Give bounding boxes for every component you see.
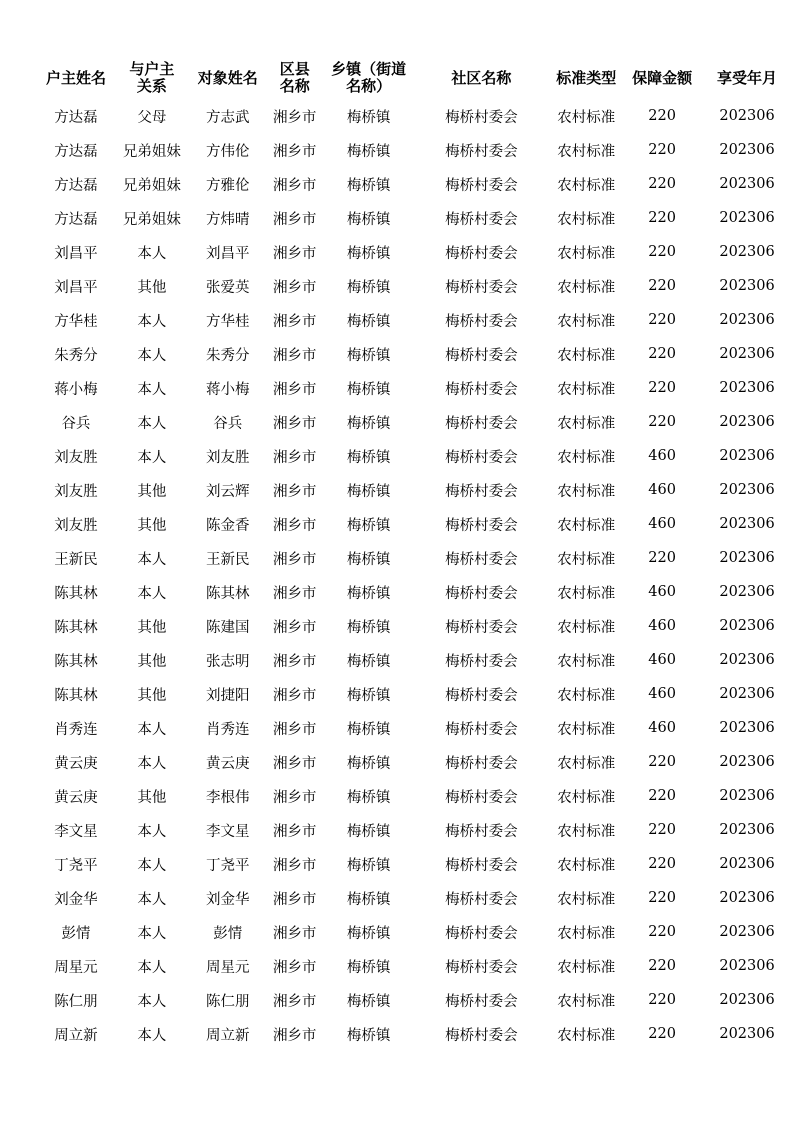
standard-type-cell: 农村标准 — [557, 653, 616, 670]
amount-cell: 460 — [648, 448, 676, 464]
amount-cell: 220 — [648, 142, 676, 158]
community-cell: 梅桥村委会 — [445, 415, 518, 432]
recipient-name-cell: 刘云辉 — [206, 483, 250, 500]
county-cell: 湘乡市 — [272, 687, 317, 704]
period-cell: 202306 — [719, 142, 775, 158]
amount-cell: 220 — [648, 312, 676, 328]
community-cell: 梅桥村委会 — [445, 381, 518, 398]
period-cell: 202306 — [719, 482, 775, 498]
standard-type-cell: 农村标准 — [557, 279, 616, 296]
relation-cell: 父母 — [137, 109, 167, 126]
table-row — [38, 949, 793, 983]
standard-type-cell: 农村标准 — [557, 211, 616, 228]
household-head-cell: 方达磊 — [54, 143, 98, 160]
township-cell: 梅桥镇 — [346, 585, 391, 602]
household-head-cell: 刘友胜 — [54, 449, 98, 466]
county-cell: 湘乡市 — [272, 619, 317, 636]
standard-type-cell: 农村标准 — [557, 381, 616, 398]
standard-type-cell: 农村标准 — [557, 483, 616, 500]
amount-cell: 460 — [648, 720, 676, 736]
relation-cell: 本人 — [137, 721, 167, 738]
standard-type-cell: 农村标准 — [557, 415, 616, 432]
household-head-cell: 方华桂 — [54, 313, 98, 330]
relation-cell: 其他 — [137, 653, 167, 670]
recipient-name-cell: 朱秀分 — [206, 347, 250, 364]
amount-cell: 460 — [648, 516, 676, 532]
community-cell: 梅桥村委会 — [445, 925, 518, 942]
header-cell: 乡镇（街道 名称） — [331, 60, 407, 95]
table-row — [38, 677, 793, 711]
standard-type-cell: 农村标准 — [557, 551, 616, 568]
table-row — [38, 881, 793, 915]
relation-cell: 本人 — [137, 449, 167, 466]
household-head-cell: 刘昌平 — [54, 279, 98, 296]
recipient-name-cell: 彭情 — [213, 925, 243, 942]
community-cell: 梅桥村委会 — [445, 619, 518, 636]
township-cell: 梅桥镇 — [346, 279, 391, 296]
table-row — [38, 235, 793, 269]
standard-type-cell: 农村标准 — [557, 721, 616, 738]
recipient-name-cell: 刘昌平 — [206, 245, 250, 262]
standard-type-cell: 农村标准 — [557, 687, 616, 704]
period-cell: 202306 — [719, 686, 775, 702]
amount-cell: 460 — [648, 652, 676, 668]
community-cell: 梅桥村委会 — [445, 959, 518, 976]
recipient-name-cell: 李根伟 — [206, 789, 250, 806]
amount-cell: 220 — [648, 108, 676, 124]
county-cell: 湘乡市 — [272, 925, 317, 942]
county-cell: 湘乡市 — [272, 891, 317, 908]
household-head-cell: 丁尧平 — [54, 857, 98, 874]
table-row — [38, 99, 793, 133]
recipient-name-cell: 蒋小梅 — [206, 381, 250, 398]
amount-cell: 220 — [648, 856, 676, 872]
period-cell: 202306 — [719, 720, 775, 736]
header-cell: 区县 名称 — [279, 60, 310, 95]
amount-cell: 460 — [648, 618, 676, 634]
household-head-cell: 黄云庚 — [54, 789, 98, 806]
header-cell: 标准类型 — [556, 68, 617, 87]
standard-type-cell: 农村标准 — [557, 517, 616, 534]
period-cell: 202306 — [719, 278, 775, 294]
relation-cell: 其他 — [137, 279, 167, 296]
table-row — [38, 847, 793, 881]
recipient-name-cell: 黄云庚 — [206, 755, 250, 772]
township-cell: 梅桥镇 — [346, 109, 391, 126]
township-cell: 梅桥镇 — [346, 823, 391, 840]
county-cell: 湘乡市 — [272, 109, 317, 126]
household-head-cell: 蒋小梅 — [54, 381, 98, 398]
township-cell: 梅桥镇 — [346, 483, 391, 500]
household-head-cell: 李文星 — [54, 823, 98, 840]
household-head-cell: 谷兵 — [61, 415, 91, 432]
header-cell: 社区名称 — [451, 68, 512, 87]
relation-cell: 本人 — [137, 891, 167, 908]
community-cell: 梅桥村委会 — [445, 653, 518, 670]
recipient-name-cell: 周立新 — [206, 1027, 250, 1044]
table-row — [38, 269, 793, 303]
household-head-cell: 周星元 — [54, 959, 98, 976]
township-cell: 梅桥镇 — [346, 381, 391, 398]
county-cell: 湘乡市 — [272, 823, 317, 840]
table-row — [38, 337, 793, 371]
township-cell: 梅桥镇 — [346, 347, 391, 364]
household-head-cell: 刘友胜 — [54, 483, 98, 500]
community-cell: 梅桥村委会 — [445, 551, 518, 568]
county-cell: 湘乡市 — [272, 245, 317, 262]
table-row — [38, 609, 793, 643]
table-row — [38, 133, 793, 167]
county-cell: 湘乡市 — [272, 143, 317, 160]
community-cell: 梅桥村委会 — [445, 211, 518, 228]
relation-cell: 其他 — [137, 687, 167, 704]
relation-cell: 本人 — [137, 993, 167, 1010]
relation-cell: 本人 — [137, 313, 167, 330]
table-row — [38, 405, 793, 439]
table-row — [38, 507, 793, 541]
township-cell: 梅桥镇 — [346, 687, 391, 704]
period-cell: 202306 — [719, 754, 775, 770]
township-cell: 梅桥镇 — [346, 517, 391, 534]
period-cell: 202306 — [719, 924, 775, 940]
period-cell: 202306 — [719, 584, 775, 600]
relation-cell: 兄弟姐妹 — [122, 211, 181, 228]
relation-cell: 本人 — [137, 381, 167, 398]
table-row — [38, 1017, 793, 1051]
county-cell: 湘乡市 — [272, 857, 317, 874]
relation-cell: 本人 — [137, 1027, 167, 1044]
amount-cell: 220 — [648, 890, 676, 906]
standard-type-cell: 农村标准 — [557, 143, 616, 160]
household-head-cell: 方达磊 — [54, 109, 98, 126]
table-row — [38, 779, 793, 813]
standard-type-cell: 农村标准 — [557, 823, 616, 840]
period-cell: 202306 — [719, 380, 775, 396]
period-cell: 202306 — [719, 346, 775, 362]
standard-type-cell: 农村标准 — [557, 619, 616, 636]
county-cell: 湘乡市 — [272, 347, 317, 364]
amount-cell: 220 — [648, 754, 676, 770]
period-cell: 202306 — [719, 856, 775, 872]
township-cell: 梅桥镇 — [346, 551, 391, 568]
community-cell: 梅桥村委会 — [445, 721, 518, 738]
community-cell: 梅桥村委会 — [445, 687, 518, 704]
community-cell: 梅桥村委会 — [445, 789, 518, 806]
recipient-name-cell: 方志武 — [206, 109, 250, 126]
recipient-name-cell: 丁尧平 — [206, 857, 250, 874]
table-row — [38, 983, 793, 1017]
county-cell: 湘乡市 — [272, 177, 317, 194]
standard-type-cell: 农村标准 — [557, 755, 616, 772]
period-cell: 202306 — [719, 1026, 775, 1042]
relation-cell: 本人 — [137, 823, 167, 840]
header-cell: 户主姓名 — [45, 68, 106, 87]
standard-type-cell: 农村标准 — [557, 449, 616, 466]
county-cell: 湘乡市 — [272, 483, 317, 500]
period-cell: 202306 — [719, 788, 775, 804]
community-cell: 梅桥村委会 — [445, 279, 518, 296]
table-row — [38, 915, 793, 949]
table-row — [38, 813, 793, 847]
community-cell: 梅桥村委会 — [445, 143, 518, 160]
county-cell: 湘乡市 — [272, 415, 317, 432]
standard-type-cell: 农村标准 — [557, 891, 616, 908]
household-head-cell: 王新民 — [54, 551, 98, 568]
county-cell: 湘乡市 — [272, 789, 317, 806]
township-cell: 梅桥镇 — [346, 891, 391, 908]
community-cell: 梅桥村委会 — [445, 1027, 518, 1044]
community-cell: 梅桥村委会 — [445, 483, 518, 500]
county-cell: 湘乡市 — [272, 585, 317, 602]
recipient-name-cell: 陈金香 — [206, 517, 250, 534]
household-head-cell: 周立新 — [54, 1027, 98, 1044]
table-row — [38, 745, 793, 779]
standard-type-cell: 农村标准 — [557, 313, 616, 330]
recipient-name-cell: 陈其林 — [206, 585, 250, 602]
township-cell: 梅桥镇 — [346, 721, 391, 738]
amount-cell: 220 — [648, 958, 676, 974]
table-row — [38, 473, 793, 507]
recipient-name-cell: 刘捷阳 — [206, 687, 250, 704]
standard-type-cell: 农村标准 — [557, 959, 616, 976]
relation-cell: 兄弟姐妹 — [122, 177, 181, 194]
amount-cell: 220 — [648, 380, 676, 396]
township-cell: 梅桥镇 — [346, 177, 391, 194]
household-head-cell: 陈其林 — [54, 687, 98, 704]
township-cell: 梅桥镇 — [346, 1027, 391, 1044]
header-cell: 保障金额 — [632, 68, 693, 87]
period-cell: 202306 — [719, 210, 775, 226]
assistance-table — [38, 57, 793, 1051]
recipient-name-cell: 张爱英 — [206, 279, 250, 296]
community-cell: 梅桥村委会 — [445, 449, 518, 466]
county-cell: 湘乡市 — [272, 279, 317, 296]
standard-type-cell: 农村标准 — [557, 925, 616, 942]
table-row — [38, 371, 793, 405]
amount-cell: 220 — [648, 992, 676, 1008]
household-head-cell: 肖秀连 — [54, 721, 98, 738]
relation-cell: 本人 — [137, 755, 167, 772]
header-cell: 与户主 关系 — [129, 60, 175, 95]
period-cell: 202306 — [719, 992, 775, 1008]
table-row — [38, 643, 793, 677]
relation-cell: 本人 — [137, 857, 167, 874]
recipient-name-cell: 方雅伦 — [206, 177, 250, 194]
household-head-cell: 朱秀分 — [54, 347, 98, 364]
community-cell: 梅桥村委会 — [445, 517, 518, 534]
amount-cell: 220 — [648, 210, 676, 226]
standard-type-cell: 农村标准 — [557, 789, 616, 806]
household-head-cell: 方达磊 — [54, 177, 98, 194]
recipient-name-cell: 刘友胜 — [206, 449, 250, 466]
header-cell: 对象姓名 — [197, 68, 258, 87]
table-row — [38, 303, 793, 337]
household-head-cell: 陈其林 — [54, 619, 98, 636]
amount-cell: 220 — [648, 244, 676, 260]
amount-cell: 220 — [648, 176, 676, 192]
table-row — [38, 711, 793, 745]
period-cell: 202306 — [719, 108, 775, 124]
county-cell: 湘乡市 — [272, 551, 317, 568]
table-row — [38, 541, 793, 575]
recipient-name-cell: 方炜晴 — [206, 211, 250, 228]
period-cell: 202306 — [719, 176, 775, 192]
community-cell: 梅桥村委会 — [445, 177, 518, 194]
recipient-name-cell: 李文星 — [206, 823, 250, 840]
township-cell: 梅桥镇 — [346, 653, 391, 670]
household-head-cell: 刘金华 — [54, 891, 98, 908]
table-row — [38, 167, 793, 201]
county-cell: 湘乡市 — [272, 959, 317, 976]
township-cell: 梅桥镇 — [346, 993, 391, 1010]
relation-cell: 本人 — [137, 959, 167, 976]
standard-type-cell: 农村标准 — [557, 177, 616, 194]
township-cell: 梅桥镇 — [346, 789, 391, 806]
table-body — [38, 99, 793, 1051]
amount-cell: 220 — [648, 924, 676, 940]
period-cell: 202306 — [719, 958, 775, 974]
standard-type-cell: 农村标准 — [557, 585, 616, 602]
amount-cell: 220 — [648, 822, 676, 838]
recipient-name-cell: 周星元 — [206, 959, 250, 976]
relation-cell: 本人 — [137, 245, 167, 262]
table-row — [38, 201, 793, 235]
community-cell: 梅桥村委会 — [445, 823, 518, 840]
period-cell: 202306 — [719, 516, 775, 532]
amount-cell: 220 — [648, 550, 676, 566]
standard-type-cell: 农村标准 — [557, 857, 616, 874]
household-head-cell: 彭情 — [61, 925, 91, 942]
standard-type-cell: 农村标准 — [557, 347, 616, 364]
community-cell: 梅桥村委会 — [445, 585, 518, 602]
relation-cell: 本人 — [137, 585, 167, 602]
township-cell: 梅桥镇 — [346, 959, 391, 976]
recipient-name-cell: 陈建国 — [206, 619, 250, 636]
county-cell: 湘乡市 — [272, 1027, 317, 1044]
township-cell: 梅桥镇 — [346, 925, 391, 942]
community-cell: 梅桥村委会 — [445, 755, 518, 772]
community-cell: 梅桥村委会 — [445, 857, 518, 874]
township-cell: 梅桥镇 — [346, 415, 391, 432]
household-head-cell: 陈仁朋 — [54, 993, 98, 1010]
community-cell: 梅桥村委会 — [445, 347, 518, 364]
table-row — [38, 439, 793, 473]
amount-cell: 220 — [648, 788, 676, 804]
recipient-name-cell: 陈仁朋 — [206, 993, 250, 1010]
recipient-name-cell: 方伟伦 — [206, 143, 250, 160]
amount-cell: 460 — [648, 482, 676, 498]
relation-cell: 本人 — [137, 415, 167, 432]
township-cell: 梅桥镇 — [346, 211, 391, 228]
relation-cell: 本人 — [137, 347, 167, 364]
recipient-name-cell: 刘金华 — [206, 891, 250, 908]
period-cell: 202306 — [719, 414, 775, 430]
community-cell: 梅桥村委会 — [445, 891, 518, 908]
household-head-cell: 陈其林 — [54, 585, 98, 602]
community-cell: 梅桥村委会 — [445, 313, 518, 330]
standard-type-cell: 农村标准 — [557, 1027, 616, 1044]
county-cell: 湘乡市 — [272, 755, 317, 772]
standard-type-cell: 农村标准 — [557, 993, 616, 1010]
township-cell: 梅桥镇 — [346, 755, 391, 772]
household-head-cell: 方达磊 — [54, 211, 98, 228]
period-cell: 202306 — [719, 618, 775, 634]
county-cell: 湘乡市 — [272, 211, 317, 228]
relation-cell: 其他 — [137, 789, 167, 806]
standard-type-cell: 农村标准 — [557, 109, 616, 126]
amount-cell: 220 — [648, 346, 676, 362]
county-cell: 湘乡市 — [272, 313, 317, 330]
recipient-name-cell: 王新民 — [206, 551, 250, 568]
table-row — [38, 575, 793, 609]
county-cell: 湘乡市 — [272, 381, 317, 398]
household-head-cell: 刘友胜 — [54, 517, 98, 534]
township-cell: 梅桥镇 — [346, 857, 391, 874]
community-cell: 梅桥村委会 — [445, 993, 518, 1010]
period-cell: 202306 — [719, 822, 775, 838]
period-cell: 202306 — [719, 550, 775, 566]
relation-cell: 本人 — [137, 925, 167, 942]
relation-cell: 本人 — [137, 551, 167, 568]
household-head-cell: 黄云庚 — [54, 755, 98, 772]
amount-cell: 460 — [648, 584, 676, 600]
county-cell: 湘乡市 — [272, 653, 317, 670]
township-cell: 梅桥镇 — [346, 619, 391, 636]
recipient-name-cell: 肖秀连 — [206, 721, 250, 738]
township-cell: 梅桥镇 — [346, 143, 391, 160]
amount-cell: 220 — [648, 1026, 676, 1042]
table-header-row — [38, 57, 793, 99]
recipient-name-cell: 张志明 — [206, 653, 250, 670]
county-cell: 湘乡市 — [272, 449, 317, 466]
header-cell: 享受年月 — [717, 68, 778, 87]
community-cell: 梅桥村委会 — [445, 245, 518, 262]
relation-cell: 兄弟姐妹 — [122, 143, 181, 160]
relation-cell: 其他 — [137, 517, 167, 534]
household-head-cell: 陈其林 — [54, 653, 98, 670]
recipient-name-cell: 方华桂 — [206, 313, 250, 330]
household-head-cell: 刘昌平 — [54, 245, 98, 262]
township-cell: 梅桥镇 — [346, 245, 391, 262]
standard-type-cell: 农村标准 — [557, 245, 616, 262]
relation-cell: 其他 — [137, 483, 167, 500]
period-cell: 202306 — [719, 448, 775, 464]
county-cell: 湘乡市 — [272, 721, 317, 738]
period-cell: 202306 — [719, 312, 775, 328]
period-cell: 202306 — [719, 890, 775, 906]
township-cell: 梅桥镇 — [346, 449, 391, 466]
county-cell: 湘乡市 — [272, 993, 317, 1010]
period-cell: 202306 — [719, 244, 775, 260]
township-cell: 梅桥镇 — [346, 313, 391, 330]
amount-cell: 220 — [648, 278, 676, 294]
recipient-name-cell: 谷兵 — [213, 415, 243, 432]
period-cell: 202306 — [719, 652, 775, 668]
community-cell: 梅桥村委会 — [445, 109, 518, 126]
relation-cell: 其他 — [137, 619, 167, 636]
amount-cell: 460 — [648, 686, 676, 702]
amount-cell: 220 — [648, 414, 676, 430]
county-cell: 湘乡市 — [272, 517, 317, 534]
